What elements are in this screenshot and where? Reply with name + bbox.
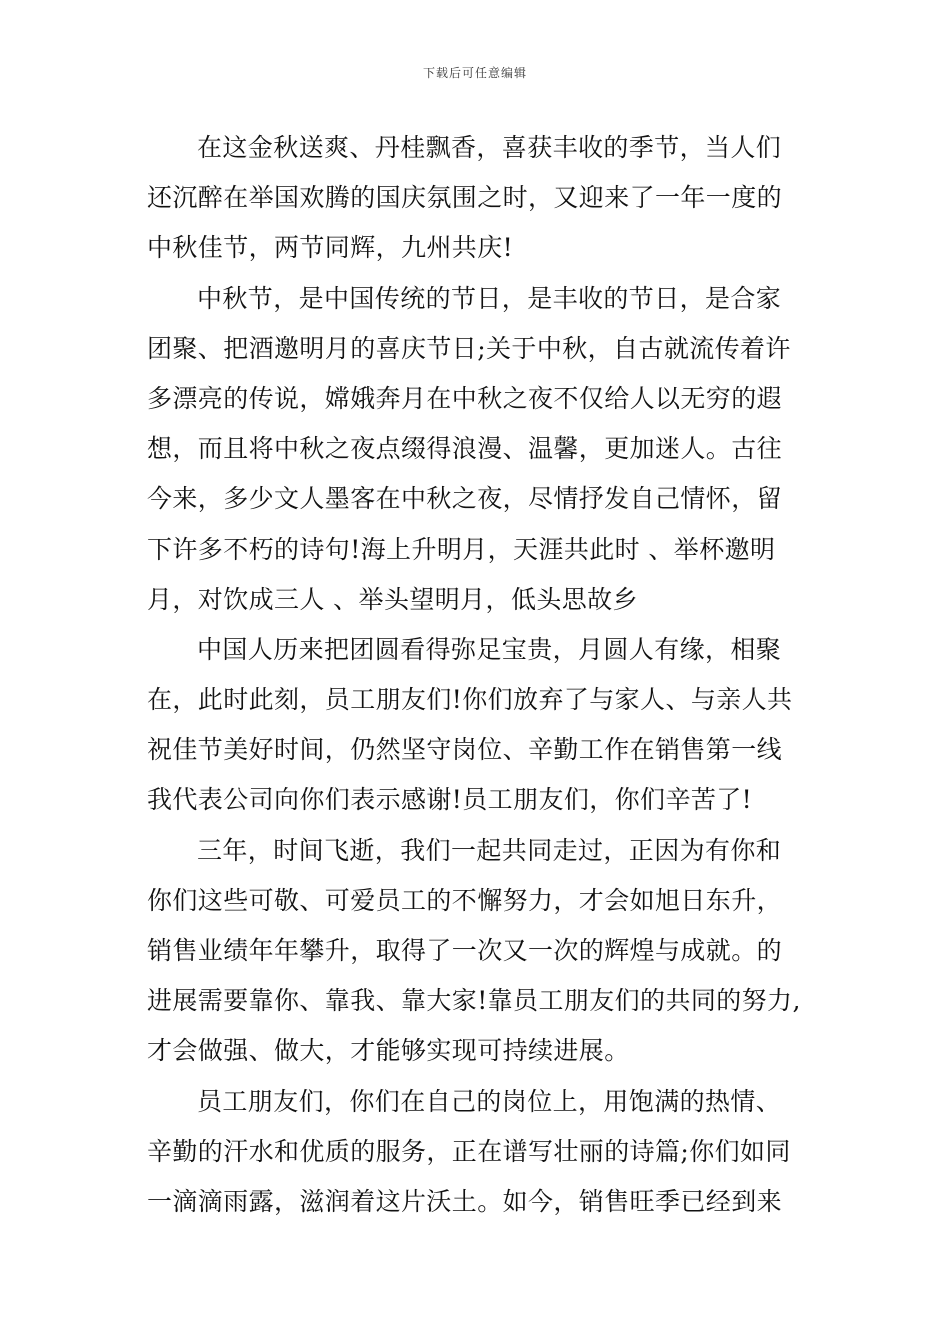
text-line: 多漂亮的传说，嫦娥奔月在中秋之夜不仅给人以无穷的遐	[147, 383, 783, 413]
text-line: 想，而且将中秋之夜点缀得浪漫、温馨，更加迷人。古往	[147, 434, 783, 464]
text-line: 辛勤的汗水和优质的服务，正在谱写壮丽的诗篇;你们如同	[147, 1136, 791, 1166]
text-line: 还沉醉在举国欢腾的国庆氛围之时，又迎来了一年一度的	[147, 183, 783, 213]
text-line: 一滴滴雨露，滋润着这片沃土。如今，销售旺季已经到来	[147, 1186, 783, 1216]
text-line: 我代表公司向你们表示感谢!员工朋友们，你们辛苦了!	[147, 785, 753, 815]
text-line: 团聚、把酒邀明月的喜庆节日;关于中秋，自古就流传着许	[147, 333, 791, 363]
text-line: 今来，多少文人墨客在中秋之夜，尽情抒发自己情怀，留	[147, 484, 783, 514]
text-line: 三年，时间飞逝，我们一起共同走过，正因为有你和	[197, 835, 782, 865]
text-line: 中国人历来把团圆看得弥足宝贵，月圆人有缘，相聚	[197, 634, 782, 664]
text-line: 祝佳节美好时间，仍然坚守岗位、辛勤工作在销售第一线	[147, 735, 783, 765]
text-line: 你们这些可敬、可爱员工的不懈努力，才会如旭日东升，	[147, 885, 783, 915]
page-header: 下载后可任意编辑	[422, 66, 527, 80]
text-line: 下许多不朽的诗句!海上升明月，天涯共此时 、举杯邀明	[147, 534, 776, 564]
text-line: 中秋佳节，两节同辉，九州共庆!	[147, 233, 514, 263]
text-line: 中秋节，是中国传统的节日，是丰收的节日，是合家	[197, 283, 782, 313]
text-line: 进展需要靠你、靠我、靠大家!靠员工朋友们的共同的努力,	[147, 986, 801, 1016]
text-line: 销售业绩年年攀升，取得了一次又一次的辉煌与成就。的	[147, 936, 783, 965]
text-line: 月，对饮成三人 、举头望明月，低头思故乡	[147, 584, 638, 614]
text-line: 才会做强、做大，才能够实现可持续进展。	[147, 1036, 630, 1066]
text-line: 在这金秋送爽、丹桂飘香，喜获丰收的季节，当人们	[197, 133, 782, 162]
document-body	[147, 123, 812, 1227]
text-line: 员工朋友们，你们在自己的岗位上，用饱满的热情、	[197, 1086, 782, 1116]
text-line: 在，此时此刻，员工朋友们!你们放弃了与家人、与亲人共	[147, 685, 793, 715]
